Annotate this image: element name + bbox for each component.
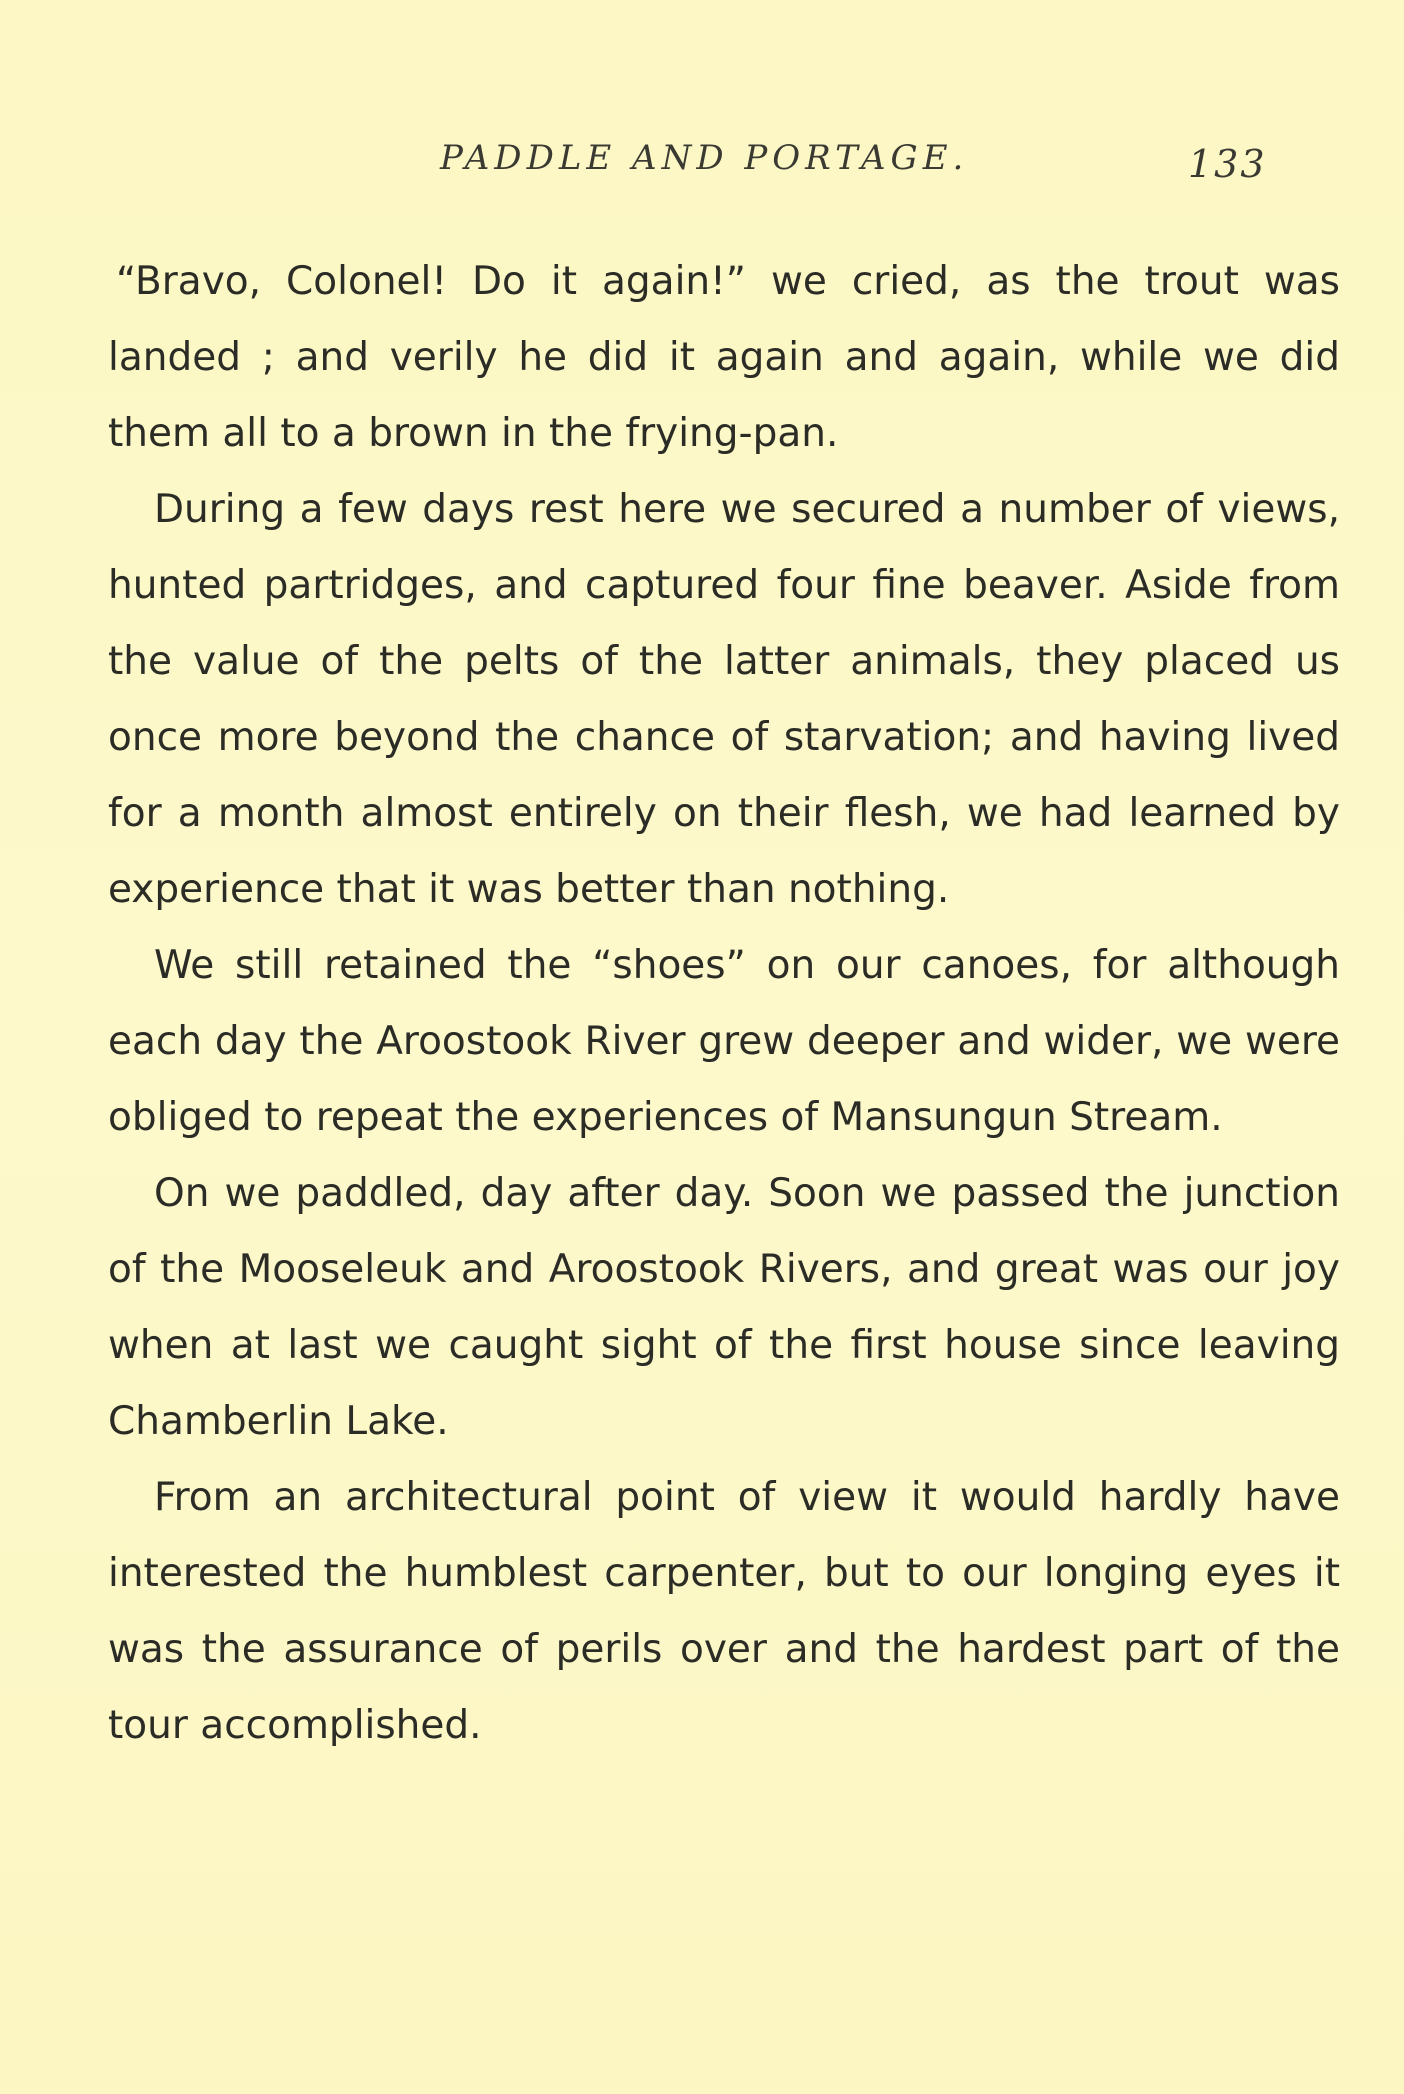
running-head [0, 138, 1404, 198]
body-text [108, 244, 1340, 1764]
running-head-title: PADDLE AND PORTAGE. [440, 138, 969, 178]
page-number: 133 [1188, 142, 1267, 186]
paragraph-4: On we paddled, day after day. Soon we passed the junction of the Mooseleuk and Aroostook Rivers, and great was our joy when at last we caught sight of the first house since leaving Chamberlin Lake. [108, 1171, 1340, 1444]
paragraph-3: We still retained the “shoes” on our canoes, for although each day the Aroostook River grew deeper and wider, we were obliged to repeat the experiences of Mansungun Stream. [108, 943, 1340, 1140]
paragraph-1: “Bravo, Colonel! Do it again!” we cried, as the trout was landed ; and verily he did it again and again, while we did them all to a brown in the frying-pan. [108, 259, 1340, 456]
paragraph-2: During a few days rest here we secured a number of views, hunted partridges, and captured four fine beaver. Aside from the value of the pelts of the latter animals, they placed us once more beyond the chance of starvation; and having lived for a month almost entirely on their flesh, we had learned by experience that it was better than nothing. [108, 487, 1340, 912]
paragraph-5: From an architectural point of view it would hardly have interested the humblest carpenter, but to our longing eyes it was the assurance of perils over and the hardest part of the tour accomplished. [108, 1475, 1340, 1748]
